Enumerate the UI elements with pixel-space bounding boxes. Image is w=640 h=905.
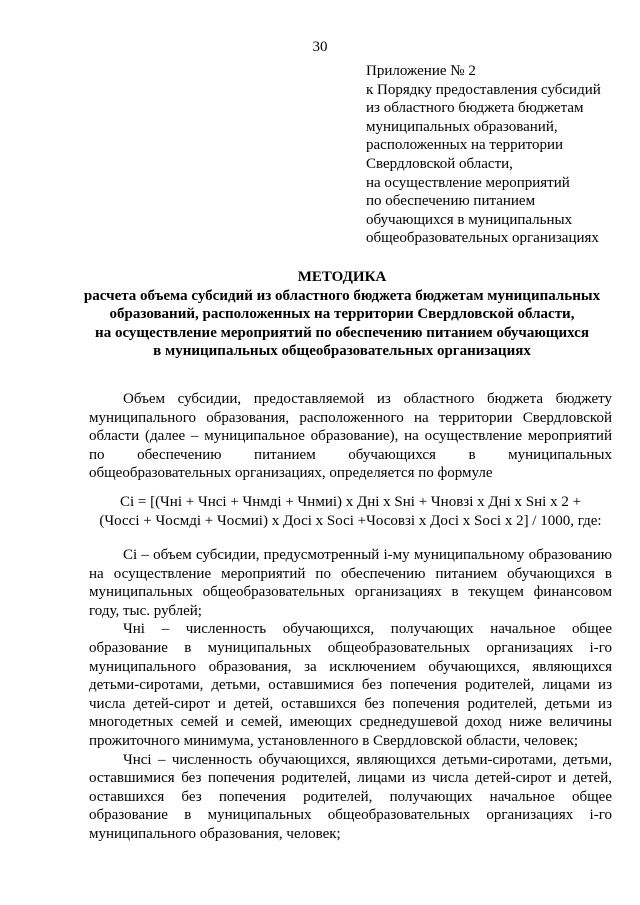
intro-paragraph: Объем субсидии, предоставляемой из областного бюджета бюджету муниципального образования, расположенного на территории Свердловской области (далее – муниципальное образование), на осуществление мероприятий по обеспечению питанием обучающихся в муниципальных общеобразовательных организациях, определяется по формуле bbox=[89, 391, 612, 482]
title-heading: МЕТОДИКА bbox=[297, 269, 387, 285]
formula-line-1: Ci = [(Чнi + Чнсi + Чнмдi + Чнмиi) x Днi x Sнi + Чновзi x Днi x Sнi x 2 + bbox=[119, 494, 582, 510]
document-title bbox=[70, 268, 614, 361]
appendix-line: из областного бюджета бюджетам bbox=[366, 100, 584, 117]
appendix-line: Свердловской области, bbox=[366, 155, 513, 172]
appendix-line: обучающихся в муниципальных bbox=[366, 211, 573, 228]
definition-paragraph: Чнi – численность обучающихся, получающих начальное общее образование в муниципальных общеобразовательных организациях i-го муниципального образования, за исключением обучающихся, являющихся детьми-сиротами, детьми, оставшимися без попечения родителей, лицами из числа детей-сирот и детей, оставшихся без попечения родителей, детьми из многодетных семей и семей, имеющих среднедушевой доход ниже величины прожиточного минимума, установленного в Свердловской области, человек; bbox=[89, 621, 612, 749]
title-line: на осуществление мероприятий по обеспечению питанием обучающихся bbox=[95, 324, 589, 341]
title-line: в муниципальных общеобразовательных организациях bbox=[153, 343, 531, 360]
appendix-line: по обеспечению питанием bbox=[366, 193, 536, 210]
title-line: образований, расположенных на территории Свердловской области, bbox=[109, 306, 575, 323]
appendix-line: Приложение № 2 bbox=[366, 63, 476, 79]
appendix-block bbox=[366, 62, 626, 248]
appendix-line: общеобразовательных организациях bbox=[366, 230, 599, 247]
appendix-line: расположенных на территории bbox=[366, 137, 564, 154]
appendix-line: на осуществление мероприятий bbox=[366, 174, 570, 191]
appendix-line: муниципальных образований, bbox=[366, 118, 558, 135]
definition-paragraph: Ci – объем субсидии, предусмотренный i-му муниципальному образованию на осуществление мероприятий по обеспечению питанием обучающихся в муниципальных общеобразовательных организациях в текущем финансовом году, тыс. рублей; bbox=[89, 547, 612, 619]
formula bbox=[89, 493, 612, 530]
page-number: 30 bbox=[312, 39, 328, 55]
appendix-line: к Порядку предоставления субсидий bbox=[366, 81, 601, 98]
formula-line-2: (Чоссi + Чосмдi + Чосмиi) x Досi x Sосi +Чосовзi x Досi x Sосi x 2] / 1000, где: bbox=[99, 512, 602, 529]
definition-paragraph: Чнсi – численность обучающихся, являющихся детьми-сиротами, детьми, оставшимися без попечения родителей, лицами из числа детей-сирот и детей, оставшихся без попечения родителей, получающих начальное общее образование в муниципальных общеобразовательных организациях i-го муниципального образования, человек; bbox=[89, 751, 612, 842]
definitions bbox=[89, 546, 612, 844]
title-line: расчета объема субсидий из областного бюджета бюджетам муниципальных bbox=[83, 287, 601, 304]
